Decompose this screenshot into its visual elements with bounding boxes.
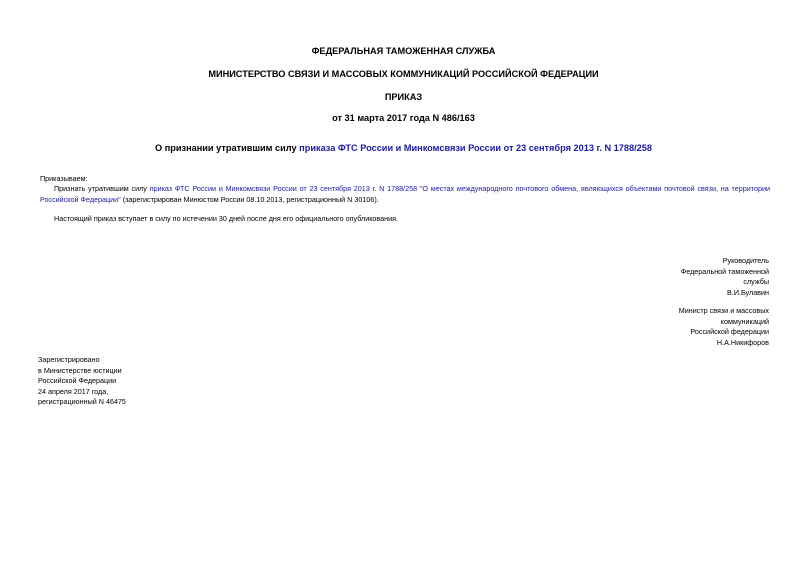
para1-link[interactable]: приказ ФТС России и Минкомсвязи России от 23 сентября 2013 г. N 1788/258 "О местах международного почтового обмена, являющихся объектами почтовой связи, на территории Российской Федерации" <box>40 184 771 204</box>
agency-heading: ФЕДЕРАЛЬНАЯ ТАМОЖЕННАЯ СЛУЖБА <box>311 46 496 56</box>
document-title <box>0 143 807 154</box>
ministry-heading: МИНИСТЕРСТВО СВЯЗИ И МАССОВЫХ КОММУНИКАЦИЙ РОССИЙСКОЙ ФЕДЕРАЦИИ <box>208 69 599 79</box>
registration-line: в Министерстве юстиции <box>38 365 122 375</box>
date-number-heading: от 31 марта 2017 года N 486/163 <box>332 113 475 123</box>
signature-line: коммуникаций <box>720 316 769 326</box>
signature-line: Российской федерации <box>690 327 769 336</box>
registration-line: Зарегистрировано <box>38 355 100 364</box>
orders-label: Приказываем: <box>40 174 88 183</box>
paragraph-2: Настоящий приказ вступает в силу по истечении 30 дней после дня его официального опубликования. <box>54 214 399 223</box>
para1-prefix: Признать утратившим силу <box>54 184 150 193</box>
signature-line: Министр связи и массовых <box>678 306 769 315</box>
registration-line: Российской Федерации <box>38 376 117 385</box>
title-link[interactable]: приказа ФТС России и Минкомсвязи России от 23 сентября 2013 г. N 1788/258 <box>299 143 652 153</box>
registration-block <box>38 355 126 408</box>
signature-name: Н.А.Никифоров <box>716 337 769 347</box>
signature-block-ministry <box>679 306 769 348</box>
registration-line: регистрационный N 46475 <box>38 397 126 406</box>
signature-line: Руководитель <box>722 256 769 265</box>
signature-line: службы <box>743 277 769 286</box>
doc-type-heading: ПРИКАЗ <box>384 92 423 102</box>
signature-line: Федеральной таможенной <box>680 266 769 276</box>
title-prefix: О признании утратившим силу <box>155 143 300 153</box>
para1-suffix: (зарегистрирован Минюстом России 08.10.2013, регистрационный N 30106). <box>120 194 379 204</box>
paragraph-1 <box>40 184 770 205</box>
signature-block-customs <box>681 256 769 298</box>
signature-name: В.И.Булавин <box>727 287 769 297</box>
registration-line: 24 апреля 2017 года, <box>38 386 109 396</box>
